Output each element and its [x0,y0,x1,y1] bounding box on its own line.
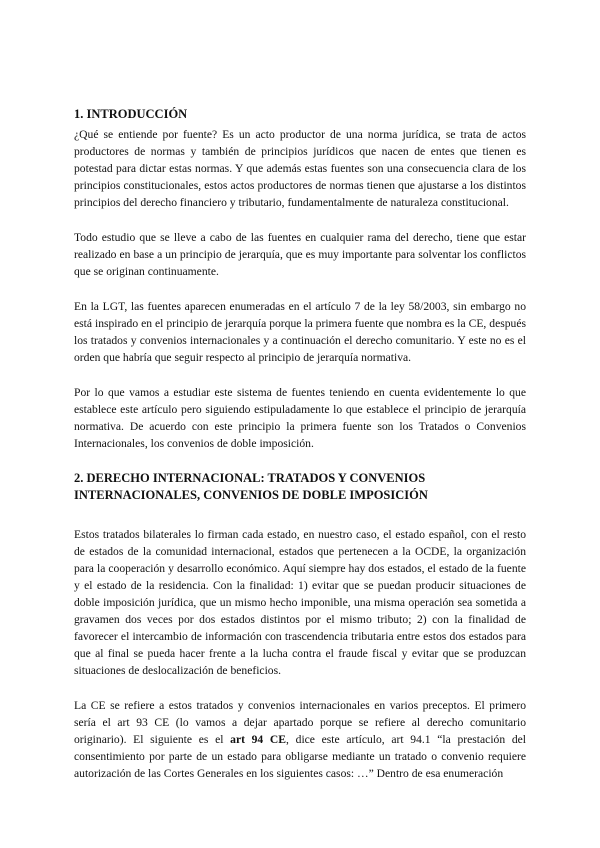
document-page [74,106,526,800]
text-run: La CE se refiere a estos tratados y convenios internacionales en varios preceptos. El primero sería el art 93 CE (lo vamos a dejar apartado porque se refiere al derecho comunitario originario). El siguiente es el [74,699,526,746]
paragraph-sistema-fuentes: Por lo que vamos a estudiar este sistema de fuentes teniendo en cuenta evidentemente lo que establece este artículo pero siguiendo estipuladamente lo que establece el principio de jerarquía normativa. De acuerdo con este principio la primera fuente son los Tratados o Convenios Internacionales, los convenios de doble imposición. [74,386,526,450]
section-heading-introduccion: 1. INTRODUCCIÓN [74,107,188,121]
bold-article-reference: art 94 CE [230,733,287,746]
paragraph-jerarquia: Todo estudio que se lleve a cabo de las fuentes en cualquier rama del derecho, tiene que estar realizado en base a un principio de jerarquía, que es muy importante para solventar los conflictos que se originan continuamente. [74,231,526,278]
paragraph-tratados-bilaterales: Estos tratados bilaterales lo firman cada estado, en nuestro caso, el estado español, con el resto de estados de la comunidad internacional, estados que pertenecen a la OCDE, la organización para la cooperación y desarrollo económico. Aquí siempre hay dos estados, el estado de la fuente y el estado de la residencia. Con la finalidad: 1) evitar que se puedan producir situaciones de doble imposición jurídica, que un mismo hecho imponible, una misma operación sea sometida a gravamen dos veces por dos estados distintos por el mismo tributo; 2) con la finalidad de favorecer el intercambio de información con trascendencia tributaria entre estos dos estados para que al final se pueda hacer frente a la lucha contra el fraude fiscal y evitar que se produzcan situaciones de deslocalización de beneficios. [74,528,526,677]
section-heading-derecho-internacional: 2. DERECHO INTERNACIONAL: TRATADOS Y CONVENIOS INTERNACIONALES, CONVENIOS DE DOBLE IMPOSICIÓN [74,471,428,502]
paragraph-lgt: En la LGT, las fuentes aparecen enumeradas en el artículo 7 de la ley 58/2003, sin embargo no está inspirado en el principio de jerarquía porque la primera fuente que nombra es la CE, después los tratados y convenios internacionales y a continuación el derecho comunitario. Y este no es el orden que habría que seguir respecto al principio de jerarquía normativa. [74,300,526,364]
paragraph-ce-tratados [74,697,526,782]
paragraph-fuente-definition: ¿Qué se entiende por fuente? Es un acto productor de una norma jurídica, se trata de actos productores de normas y también de principios jurídicos que nacen de entes que tienen es potestad para dictar estas normas. Y que además estas fuentes son una consecuencia clara de los principios constitucionales, estos actos productores de normas tienen que ajustarse a los distintos principios del derecho financiero y tributario, fundamentalmente de naturaleza constitucional. [74,128,526,209]
text-run: , dice este artículo, art 94.1 “la prestación del consentimiento por parte de un estado para obligarse mediante un tratado o convenio requiere autorización de las Cortes Generales en los siguientes casos: …” Dentro de esa enumeración [74,733,526,780]
